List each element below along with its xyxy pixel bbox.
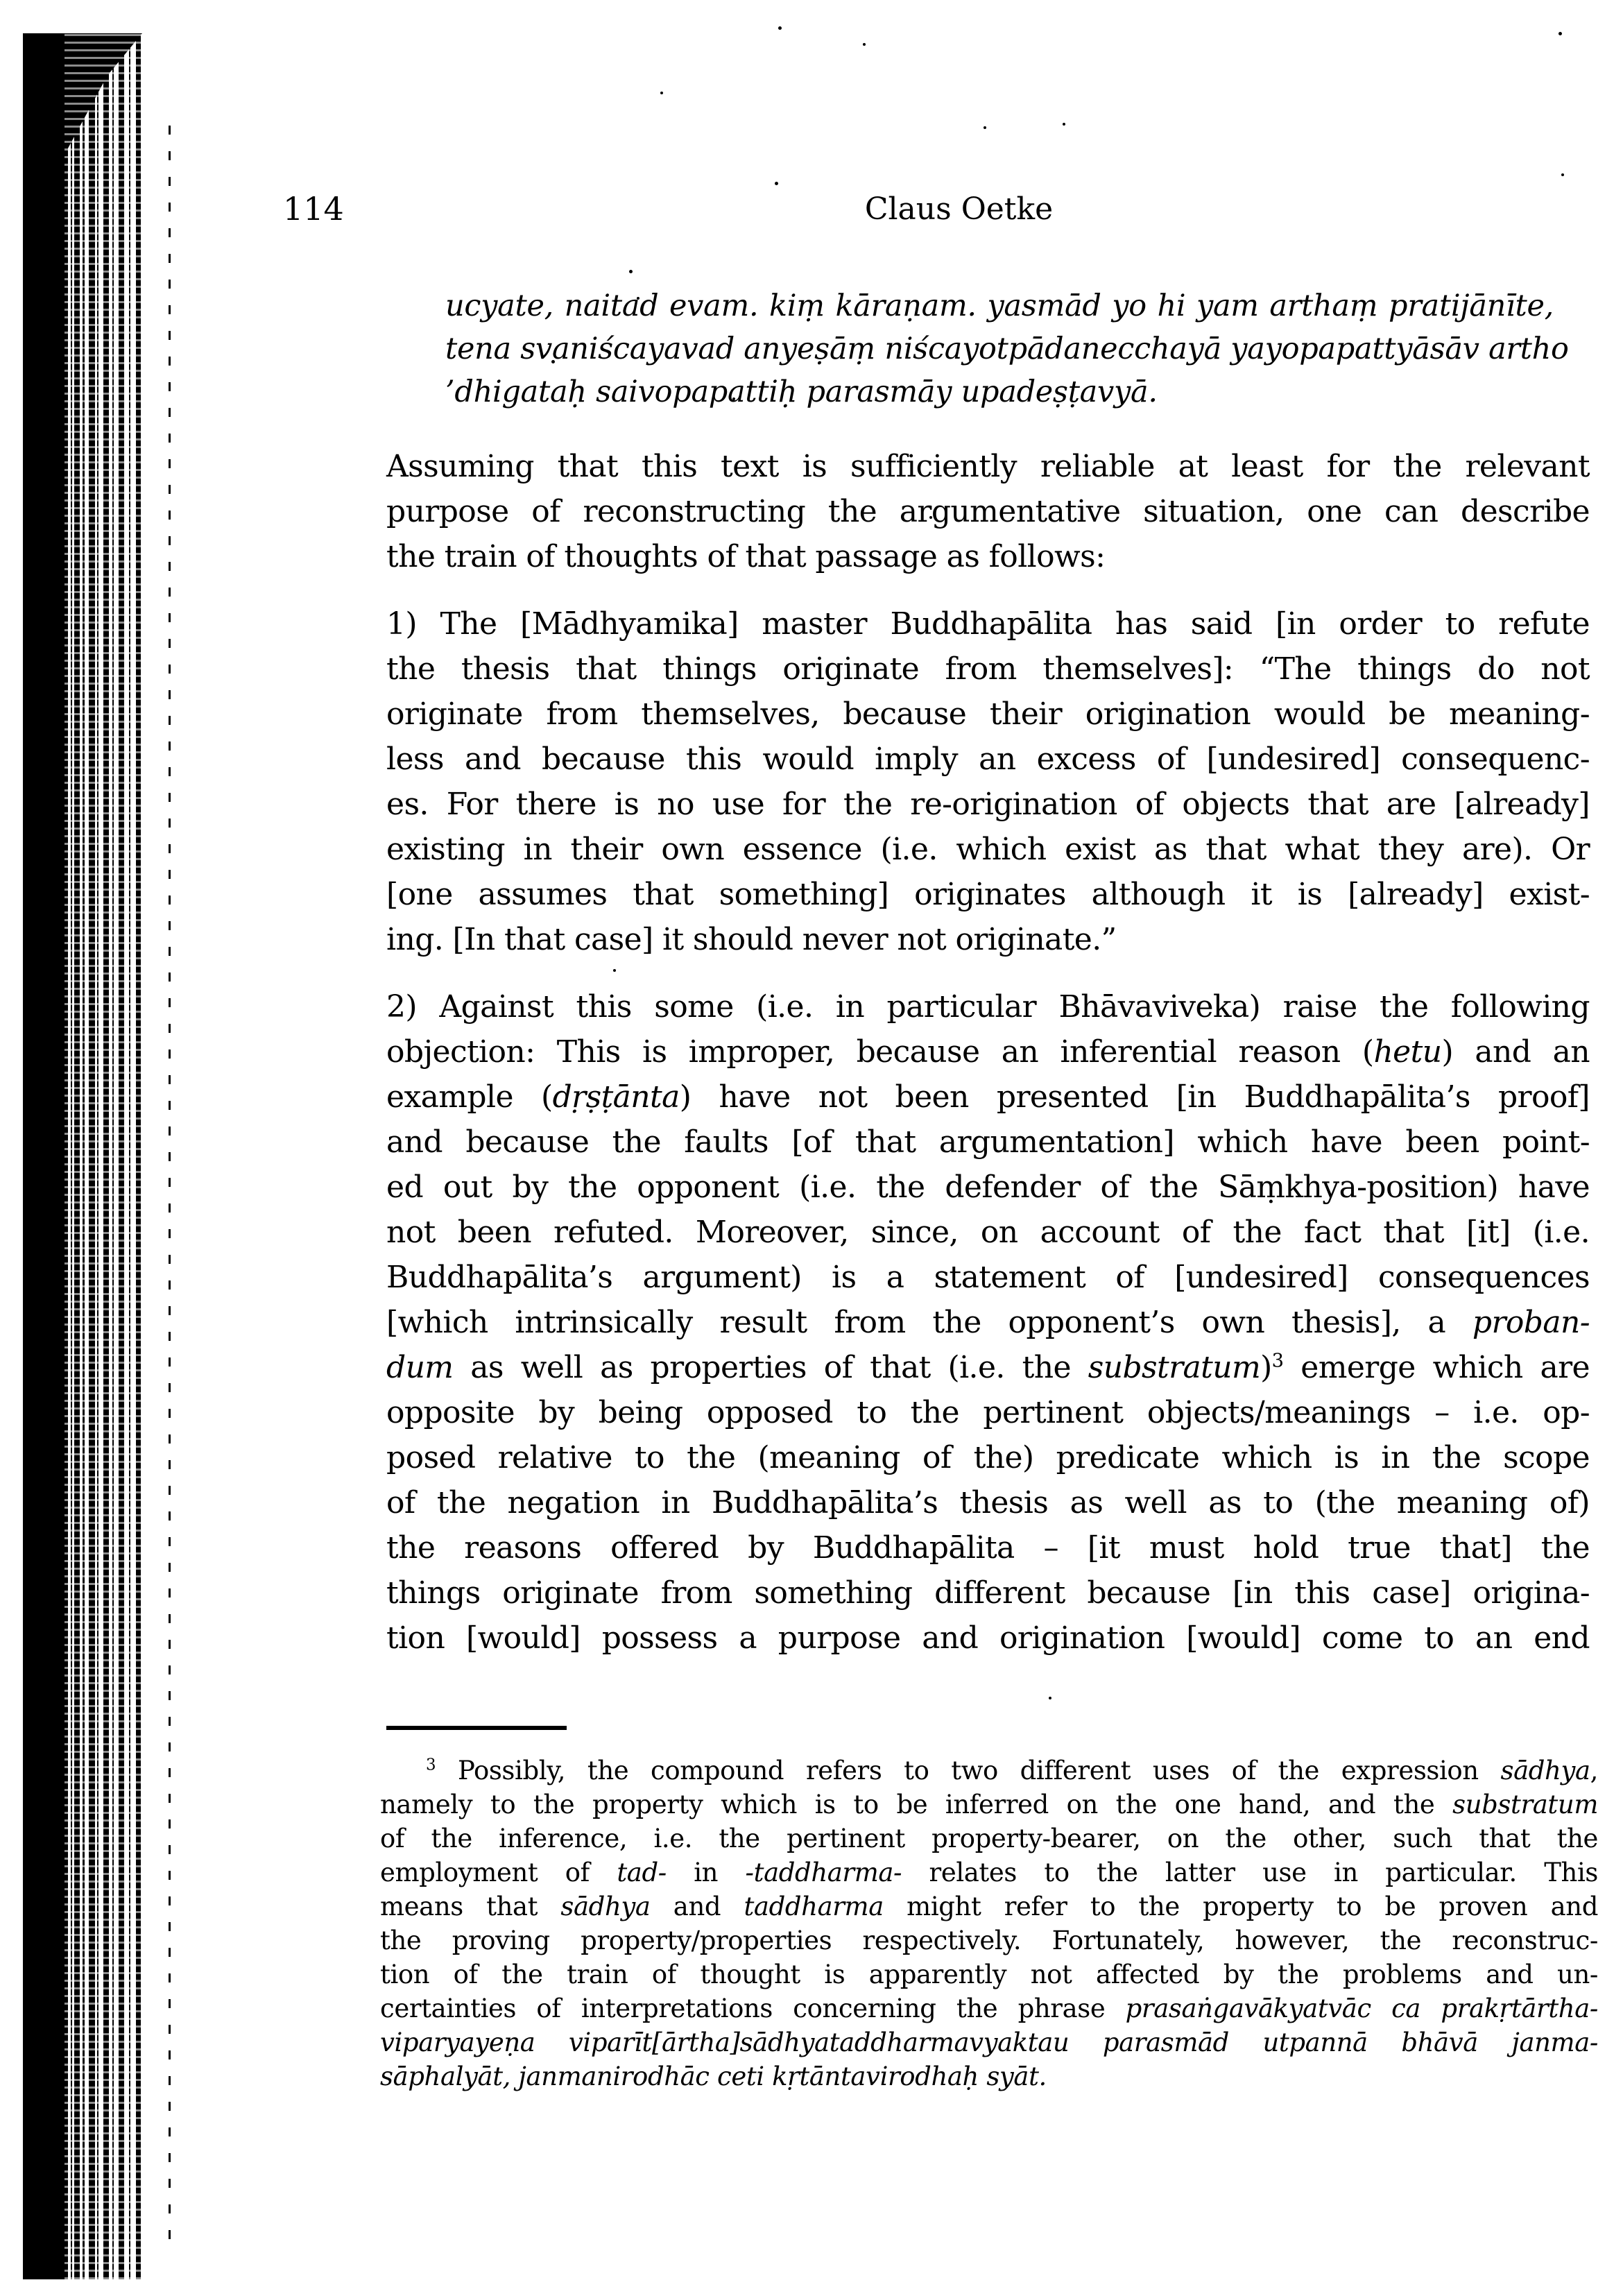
- scan-speckle: [1558, 32, 1562, 35]
- paragraph-point-2: 2) Against this some (i.e. in particular Bhāvaviveka) raise the following objection: This is improper, because an inferential reason (hetu) and an example (dṛṣṭānta) have not been presented [in Buddhapālita’s proof] and because the faults [of that argumentation] which have been point- ed out by the opponent (i.e. the defender of the Sāṃkhya-position) have not been refuted. Moreover, since, on account of the fact that [it] (i.e. Buddhapālita’s argument) is a statement of [undesired] consequences [which intrinsically result from the opponent’s own thesis], a proban- dum as well as properties of that (i.e. the substratum)$^3$ emerge which are opposite by being opposed to the pertinent objects/meanings – i.e. op- posed relative to the (meaning of the) predicate which is in the scope of the negation in Buddhapālita’s thesis as well as to (the meaning of) the reasons offered by Buddhapālita – [it must hold true that] the things originate from something different because [in this case] origina- tion [would] possess a purpose and origination [would] come to an end: [386, 989, 1590, 1656]
- scan-speckle: [629, 270, 633, 273]
- scan-speckle: [1049, 1697, 1051, 1699]
- scan-speckle: [778, 26, 782, 30]
- scan-speckle: [775, 182, 778, 185]
- running-head: Claus Oetke: [864, 191, 1054, 227]
- book-gutter-shadow: [0, 33, 187, 2279]
- footnote-rule: [386, 1726, 567, 1730]
- footnote-3: $^3$ Possibly, the compound refers to two different uses of the expression sādhya, namely to the property which is to be inferred on the one hand, and the substratum of the inference, i.e. the pertinent property-bearer, on the other, such that the employment of tad- in -taddharma- relates to the latter use in particular. This means that sādhya and taddharma might refer to the property to be proven and the proving property/properties respectively. Fortunately, however, the reconstruc- tion of the train of thought is apparently not affected by the problems and un- certainties of interpretations concerning the phrase prasaṅgavākyatvāc ca prakṛtārtha- viparyayeṇa viparīt[ārtha]sādhyataddharmavyaktau parasmād utpannā bhāvā janma- sāphalyāt, janmanirodhāc ceti kṛtāntavirodhaḥ syāt.: [380, 1756, 1598, 2091]
- scan-speckle: [1063, 123, 1065, 126]
- gutter-dotted-line: [169, 117, 171, 2239]
- scan-speckle: [863, 43, 866, 46]
- sanskrit-quote-block: ucyate, naitad evam. kiṃ kāraṇam. yasmād yo hi yam arthaṃ pratijānīte, tena svaniścayavad anyeṣāṃ niścayotpādanecchayā yayopapattyāsāv artho ’dhigataḥ saivopapattiḥ parasmāy upadeṣṭavyā.: [445, 289, 1569, 409]
- scan-speckle: [660, 92, 663, 94]
- paragraph-point-1: 1) The [Mādhyamika] master Buddhapālita has said [in order to refute the thesis that things originate from themselves]: “The things do not originate from themselves, because their origination would be meaning- less and because this would imply an excess of [undesired] consequenc- es. For there is no use for the re-origination of objects that are [already] existing in their own essence (i.e. which exist as that what they are). Or [one assumes that something] originates although it is [already] exist- ing. [In that case] it should never not originate.”: [386, 606, 1590, 957]
- main-text-column: [386, 444, 1590, 1661]
- gutter-solid-band: [23, 33, 66, 2279]
- page-number: 114: [283, 190, 344, 228]
- scan-speckle: [984, 126, 986, 129]
- paragraph-intro: Assuming that this text is sufficiently reliable at least for the relevant purpose of reconstructing the argumentative situation, one can describe the train of thoughts of that passage as follows:: [386, 449, 1590, 574]
- scan-speckle: [1561, 173, 1564, 176]
- gutter-streak-band: [65, 33, 151, 2279]
